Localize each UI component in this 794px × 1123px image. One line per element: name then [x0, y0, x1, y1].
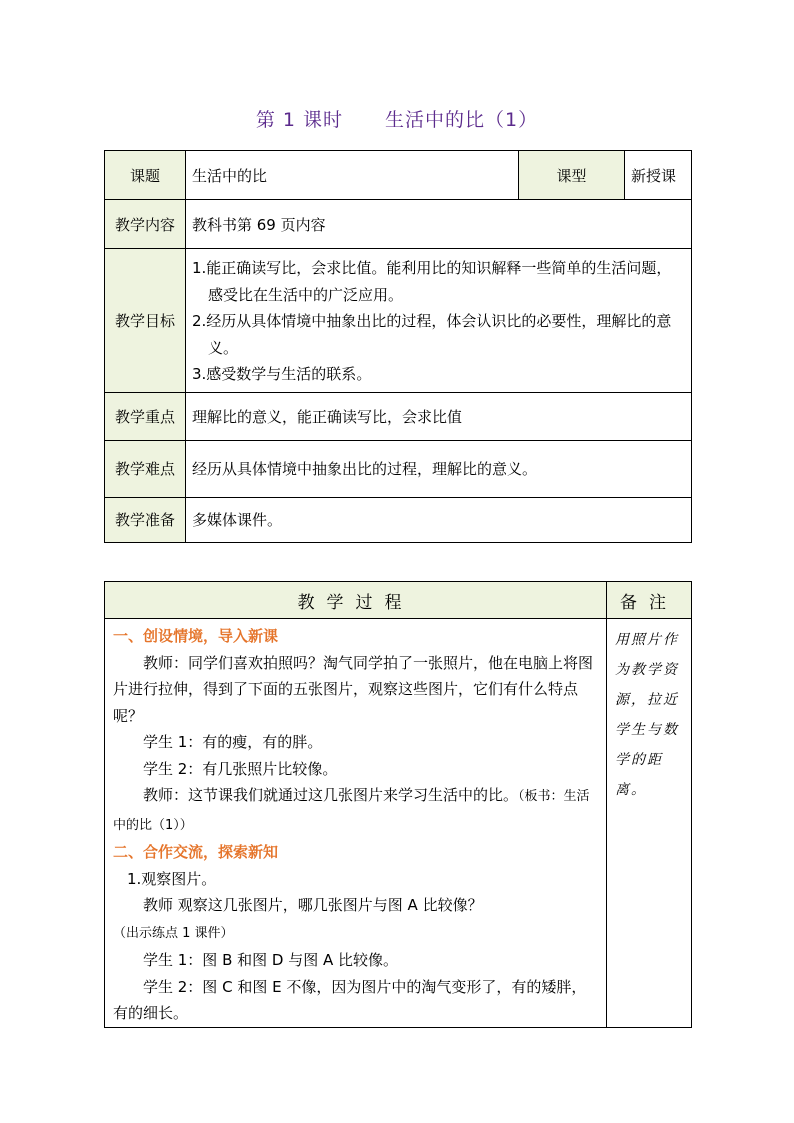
lesson-number: 第 1 课时: [255, 109, 344, 131]
goal-item: 2.经历从具体情境中抽象出比的过程，体会认识比的必要性，理解比的意义。: [192, 312, 672, 357]
lesson-info-table: [104, 150, 692, 543]
list-item: 1.观察图片。: [127, 869, 217, 888]
type-value: 新授课: [625, 151, 692, 200]
table-row: [105, 497, 692, 542]
prep-label: 教学准备: [105, 497, 186, 542]
paragraph: 教师：这节课我们就通过这几张图片来学习生活中的比。（板书：生活中的比（1））: [113, 786, 590, 833]
table-row: [105, 440, 692, 497]
notes-cell: [607, 619, 692, 1028]
paragraph: 学生 2：图 C 和图 E 不像，因为图片中的淘气变形了，有的矮胖，有的细长。: [113, 977, 587, 1022]
difficult-value: 经历从具体情境中抽象出比的过程，理解比的意义。: [186, 440, 692, 497]
table-row: [105, 249, 692, 393]
table-row: [105, 619, 692, 1028]
lesson-topic: 生活中的比（1）: [385, 109, 539, 131]
section-heading: 二、合作交流，探索新知: [113, 843, 279, 861]
paragraph: 教师 观察这几张图片，哪几张图片与图 A 比较像？（出示练点 1 课件）: [113, 896, 483, 941]
difficult-label: 教学难点: [105, 440, 186, 497]
process-content: [105, 619, 607, 1028]
goal-item: 3.感受数学与生活的联系。: [192, 365, 372, 383]
goals-cell: [186, 249, 692, 393]
paragraph: 学生 2：有几张照片比较像。: [143, 759, 338, 778]
paragraph: 教师：同学们喜欢拍照吗？淘气同学拍了一张照片，他在电脑上将图片进行拉伸，得到了下面的五张图片，观察这些图片，它们有什么特点呢？: [113, 653, 594, 725]
subject-label: 课题: [105, 151, 186, 200]
goals-label: 教学目标: [105, 249, 186, 393]
type-label: 课型: [519, 151, 625, 200]
goal-item: 1.能正确读写比，会求比值。能利用比的知识解释一些简单的生活问题，感受比在生活中的广泛应用。: [192, 259, 672, 304]
key-value: 理解比的意义，能正确读写比，会求比值: [186, 392, 692, 440]
table-row: [105, 200, 692, 249]
paragraph: 学生 1：图 B 和图 D 与图 A 比较像。: [143, 951, 399, 969]
table-row: [105, 582, 692, 619]
content-label: 教学内容: [105, 200, 186, 249]
notes-header: 备注: [607, 582, 692, 619]
key-label: 教学重点: [105, 392, 186, 440]
teaching-process-table: [104, 581, 692, 1028]
process-header: 教学过程: [105, 582, 607, 619]
prep-value: 多媒体课件。: [186, 497, 692, 542]
table-row: [105, 151, 692, 200]
notes-text: 用照片作为教学资源，拉近学生与数学的距离。: [615, 632, 679, 798]
subject-value: 生活中的比: [186, 151, 519, 200]
page-title: [0, 105, 794, 132]
paragraph: 学生 1：有的瘦，有的胖。: [143, 733, 323, 751]
content-value: 教科书第 69 页内容: [186, 200, 692, 249]
table-row: [105, 392, 692, 440]
section-heading: 一、创设情境，导入新课: [113, 627, 279, 645]
